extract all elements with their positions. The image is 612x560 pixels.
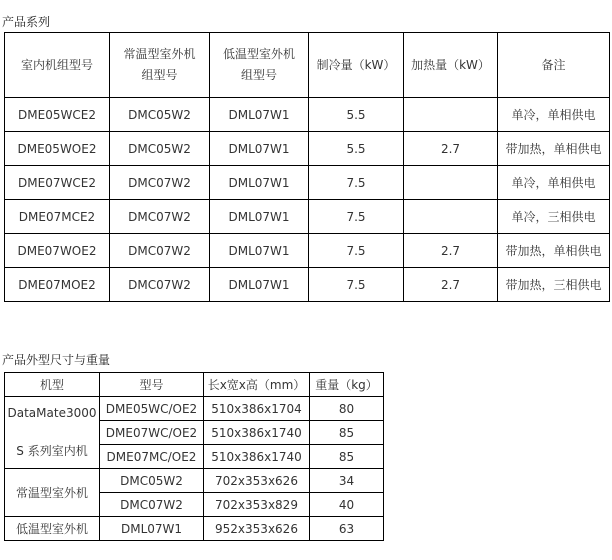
cell-indoor-model: DME07MCE2 xyxy=(5,200,110,234)
table-row xyxy=(5,517,384,541)
cell-heating: 2.7 xyxy=(404,268,498,302)
cell-model: DME07MC/OE2 xyxy=(100,445,204,469)
cell-heating: 2.7 xyxy=(404,132,498,166)
cell-normal-outdoor-model: DMC07W2 xyxy=(110,166,210,200)
cell-remarks: 带加热，三相供电 xyxy=(498,268,610,302)
cell-weight: 63 xyxy=(310,517,384,541)
cell-cooling: 7.5 xyxy=(309,166,404,200)
cell-remarks: 单冷，单相供电 xyxy=(498,98,610,132)
cell-heating xyxy=(404,200,498,234)
cell-heating xyxy=(404,166,498,200)
cell-weight: 85 xyxy=(310,421,384,445)
cell-weight: 85 xyxy=(310,445,384,469)
group-label-line1: DataMate3000 xyxy=(7,406,97,420)
group-indoor-unit xyxy=(5,397,100,469)
cell-weight: 34 xyxy=(310,469,384,493)
cell-model: DME05WC/OE2 xyxy=(100,397,204,421)
table-row xyxy=(5,132,610,166)
table-row xyxy=(5,200,610,234)
cell-weight: 40 xyxy=(310,493,384,517)
table-row xyxy=(5,469,384,493)
header-remarks: 备注 xyxy=(498,33,610,98)
dimensions-weight-table xyxy=(4,372,384,541)
group-low-outdoor-unit: 低温型室外机 xyxy=(5,517,100,541)
header-low-outdoor-model: 低温型室外机组型号 xyxy=(210,33,309,98)
cell-low-outdoor-model: DML07W1 xyxy=(210,98,309,132)
header-normal-outdoor-model: 常温型室外机组型号 xyxy=(110,33,210,98)
cell-indoor-model: DME05WCE2 xyxy=(5,98,110,132)
table-row xyxy=(5,397,384,421)
cell-remarks: 单冷，单相供电 xyxy=(498,166,610,200)
cell-cooling: 7.5 xyxy=(309,234,404,268)
header-indoor-model: 室内机组型号 xyxy=(5,33,110,98)
cell-weight: 80 xyxy=(310,397,384,421)
cell-cooling: 7.5 xyxy=(309,200,404,234)
table-row xyxy=(5,98,610,132)
cell-model: DMC07W2 xyxy=(100,493,204,517)
cell-remarks: 带加热，单相供电 xyxy=(498,132,610,166)
cell-normal-outdoor-model: DMC05W2 xyxy=(110,98,210,132)
product-series-table xyxy=(4,32,610,302)
cell-normal-outdoor-model: DMC07W2 xyxy=(110,200,210,234)
group-label-line2: S 系列室内机 xyxy=(16,444,88,458)
cell-dimensions: 510x386x1740 xyxy=(204,421,310,445)
cell-indoor-model: DME07WCE2 xyxy=(5,166,110,200)
product-series-title: 产品系列 xyxy=(2,15,51,29)
header-dimensions: 长x宽x高（mm） xyxy=(204,373,310,397)
cell-cooling: 7.5 xyxy=(309,268,404,302)
header-heating-capacity: 加热量（kW） xyxy=(404,33,498,98)
header-weight: 重量（kg） xyxy=(310,373,384,397)
cell-model: DMC05W2 xyxy=(100,469,204,493)
header-cooling-capacity: 制冷量（kW） xyxy=(309,33,404,98)
header-model: 型号 xyxy=(100,373,204,397)
cell-remarks: 带加热，单相供电 xyxy=(498,234,610,268)
cell-low-outdoor-model: DML07W1 xyxy=(210,166,309,200)
cell-normal-outdoor-model: DMC07W2 xyxy=(110,234,210,268)
cell-indoor-model: DME07MOE2 xyxy=(5,268,110,302)
cell-indoor-model: DME07WOE2 xyxy=(5,234,110,268)
cell-low-outdoor-model: DML07W1 xyxy=(210,132,309,166)
cell-low-outdoor-model: DML07W1 xyxy=(210,268,309,302)
cell-indoor-model: DME05WOE2 xyxy=(5,132,110,166)
cell-cooling: 5.5 xyxy=(309,98,404,132)
cell-model: DME07WC/OE2 xyxy=(100,421,204,445)
cell-model: DML07W1 xyxy=(100,517,204,541)
dimensions-weight-title: 产品外型尺寸与重量 xyxy=(2,353,111,367)
cell-dimensions: 702x353x829 xyxy=(204,493,310,517)
cell-normal-outdoor-model: DMC05W2 xyxy=(110,132,210,166)
cell-dimensions: 702x353x626 xyxy=(204,469,310,493)
table-header-row xyxy=(5,373,384,397)
cell-dimensions: 510x386x1704 xyxy=(204,397,310,421)
cell-low-outdoor-model: DML07W1 xyxy=(210,200,309,234)
cell-dimensions: 510x386x1740 xyxy=(204,445,310,469)
cell-remarks: 单冷，三相供电 xyxy=(498,200,610,234)
cell-normal-outdoor-model: DMC07W2 xyxy=(110,268,210,302)
table-row xyxy=(5,234,610,268)
header-machine-type: 机型 xyxy=(5,373,100,397)
table-row xyxy=(5,166,610,200)
table-header-row xyxy=(5,33,610,98)
cell-cooling: 5.5 xyxy=(309,132,404,166)
cell-heating: 2.7 xyxy=(404,234,498,268)
cell-low-outdoor-model: DML07W1 xyxy=(210,234,309,268)
group-normal-outdoor-unit: 常温型室外机 xyxy=(5,469,100,517)
cell-heating xyxy=(404,98,498,132)
cell-dimensions: 952x353x626 xyxy=(204,517,310,541)
table-row xyxy=(5,268,610,302)
